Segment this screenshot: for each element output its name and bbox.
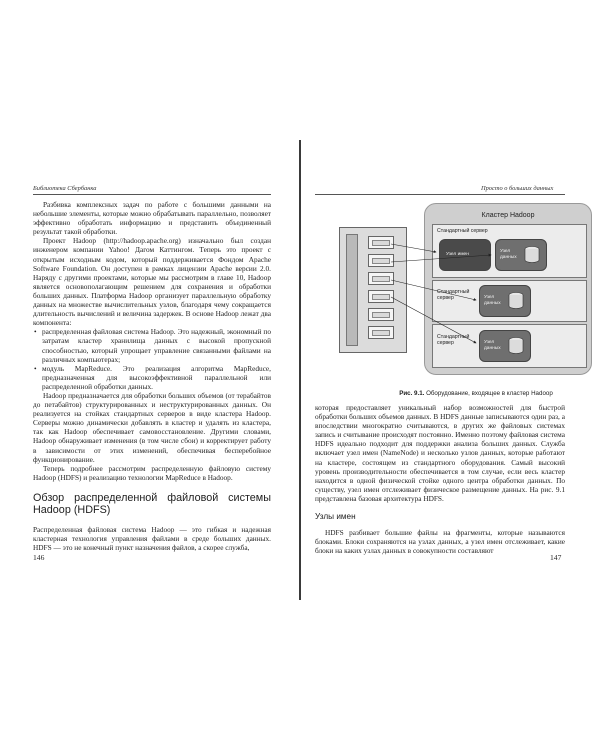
paragraph: Теперь подробнее рассмотрим распределенную файловую систему Hadoop (HDFS) и реализацию технологии MapReduce в Hadoop. — [33, 463, 271, 482]
running-head-left: Библиотека Сбербанка — [33, 185, 97, 192]
caption-number: Рис. 9.1. — [399, 390, 425, 397]
section-heading: Узлы имен — [315, 512, 356, 522]
paragraph: HDFS разбивает большие файлы на фрагменты, которые называются блоками. Блоки сохраняются на узлах данных, а узел имен отслеживает, какие блоки на каких узлах данных в совокупности составляют — [315, 528, 565, 556]
paragraph: Hadoop предназначается для обработки больших объемов (от терабайтов до петабайтов) структурированных и неструктурированных данных. Он реализуется на стойках стандартных серверов в виде кластера Hadoop. Серверы можно динамически добавлять в кластер и удалять из кластера, так как Hadoop обеспечивает самовосстановление. Другими словами, Hadoop обнаруживает изменения (в том числе сбои) и корректирует работу в зависимости от этих изменений, обеспечивая бесперебойное функционирование. — [33, 390, 271, 464]
server-label: Стандартный сервер — [437, 228, 488, 234]
running-head-right: Просто о больших данных — [481, 185, 554, 192]
right-body-text — [315, 403, 565, 555]
list-item: • модуль MapReduce. Это реализация алгоритма MapReduce, предназначенная для высокоэффективной параллельной или распределенной обработки данных. — [42, 364, 271, 391]
cluster-title: Кластер Hadoop — [481, 212, 535, 219]
paragraph: Проект Hadoop (http://hadoop.apache.org) изначально был создан инженером компании Yahoo! Дагом Каттингом. Теперь это проект с открытым исходным кодом, который поддерживается Фондом Apache Software Foundation. Он доступен в рамках лицензии Apache версии 2.0. Наряду с другими проектами, которые мы рассмотрим в главе 10, Hadoop является основополагающим решением для сохранения и обработки больших данных. Платформа Hadoop организует параллельную обработку данных на множестве вычислительных узлов, благодаря чему сокращается длительность вычислений и величина задержек. В основе Hadoop лежат два компонента: — [33, 236, 271, 328]
page-number-left: 146 — [33, 553, 45, 562]
list-item: • распределенная файловая система Hadoop. Это надежный, экономный по затратам кластер хранилища данных с высокой пропускной способностью, который упрощает управление связанными файлами на различных компьютерах; — [42, 327, 271, 363]
figure-caption — [366, 390, 586, 397]
data-node-label: Узел данных — [484, 295, 501, 306]
connection-arrows — [336, 197, 591, 377]
paragraph: Разбивка комплексных задач по работе с большими данными на небольшие элементы, которые можно обрабатывать параллельно, позволяет эффективно обработать информацию и представить объединенный результат такой обработки. — [33, 200, 271, 237]
data-node-label: Узел данных — [500, 249, 517, 260]
caption-text: Оборудование, входящее в кластер Hadoop — [424, 390, 553, 397]
left-page — [0, 0, 299, 750]
header-rule — [315, 194, 565, 195]
section-heading: Обзор распределенной файловой системы Hadoop (HDFS) — [33, 491, 271, 517]
hadoop-cluster-figure — [336, 197, 591, 377]
left-body-text — [33, 200, 271, 552]
name-node-label: Узел имен — [446, 252, 469, 257]
paragraph: Распределенная файловая система Hadoop — это гибкая и надежная кластерная технология управления файлами в среде больших данных. HDFS — это не конечный пункт назначения файлов, а скорее служба, — [33, 524, 271, 553]
data-node-label: Узел данных — [484, 340, 501, 351]
paragraph: которая предоставляет уникальный набор возможностей для быстрой обработки больших объемов данных. В HDFS данные записываются один раз, а впоследствии многократно считываются, в других же файловых системах запись и считывание происходят постоянно. Именно поэтому файловая система HDFS идеально подходит для поддержки анализа больших данных. Служба включает узел имен (NameNode) и несколько узлов данных, которые работают на кластере, состоящем из стандартного оборудования. Самый высокий уровень производительности обеспечивается в том случае, если весь кластер находится в одной физической стойке одного центра обработки данных. По существу, узел имен отслеживает физическое размещение данных. На рис. 9.1 представлена базовая архитектура HDFS. — [315, 403, 565, 503]
server-label: Стандартный сервер — [437, 334, 470, 347]
header-rule — [33, 194, 271, 195]
server-label: Стандартный сервер — [437, 289, 470, 302]
page-number-right: 147 — [550, 553, 562, 562]
bullet-list — [33, 327, 271, 391]
right-page — [301, 0, 600, 750]
